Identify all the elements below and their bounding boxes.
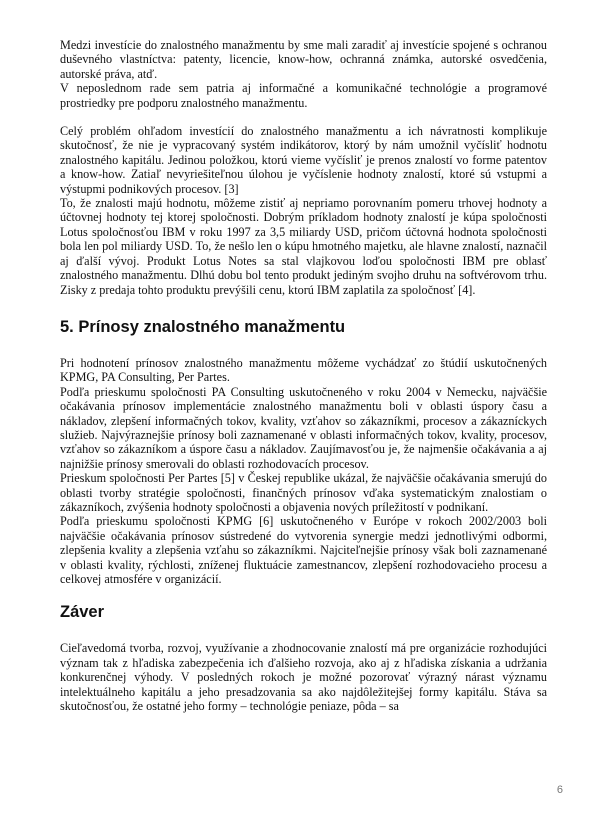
section-heading-conclusion: Záver — [60, 603, 105, 622]
page-number: 6 — [556, 784, 563, 796]
paragraph-conclusion: Cieľavedomá tvorba, rozvoj, využívanie a zhodnocovanie znalostí má pre organizácie rozhodujúci význam tak z hľadiska zabezpečenia ich ďalšieho rozvoja, ako aj z hľadiska získania a udržania konkurenčnej výhody. V posledných rokoch je možné pozorovať výrazný nárast významu intelektuálneho kapitálu a jeho presadzovania sa ako najdôležitejšej formy kapitálu. Stáva sa skutočnosťou, že ostatné jeho formy – technológie peniaze, pôda – sa — [60, 641, 547, 714]
section-heading-benefits: 5. Prínosy znalostného manažmentu — [60, 317, 346, 336]
paragraph-knowledge-value: To, že znalosti majú hodnotu, môžeme zistiť aj nepriamo porovnaním pomeru trhovej hodnoty a účtovnej hodnoty tej ktorej spoločnosti. Dobrým príkladom hodnoty znalostí je kúpa spoločnosti Lotus spoločnosťou IBM v roku 1997 za 3,5 miliardy USD, pričom účtovná hodnota spoločnosti bola len pol miliardy USD. To, že nešlo len o kúpu hmotného majetku, ale hlavne znalostí, naznačil aj ďalší vývoj. Produkt Lotus Notes sa stal vlajkovou loďou spoločnosti IBM pre oblasť znalostného manažmentu. Dlhú dobu bol tento produkt jediným svojho druhu na softvérovom trhu. Zisky z predaja tohto produktu prevýšili cenu, ktorú IBM zaplatila za spoločnosť [4]. — [60, 196, 547, 297]
paragraph-gap — [60, 110, 547, 124]
paragraph-pa-consulting: Podľa prieskumu spoločnosti PA Consulting uskutočneného v roku 2004 v Nemecku, najväčšie očakávania prínosov implementácie znalostného manažmentu boli v oblasti úspory času a nákladov, zlepšení informačných tokov, kvality, vzťahov so zákazníkmi, procesov a zákazníckych služieb. Najvýraznejšie prínosy boli zaznamenané v oblasti informačných tokov, kvality, procesov, vzťahov so zákazníkom a úspore času a nákladov. Zaujímavosťou je, že najmenšie očakávania a aj najnižšie prínosy smerovali do oblasti rozhodovacích procesov. — [60, 384, 547, 471]
paragraph-ip-investments: Medzi investície do znalostného manažmentu by sme mali zaradiť aj investície spojené s ochranou duševného vlastníctva: patenty, licencie, know-how, ochranná známka, autorské osvedčenia, autorské práva, atď. — [60, 38, 547, 81]
paragraph-per-partes: Prieskum spoločnosti Per Partes [5] v Českej republike ukázal, že najväčšie očakávania smerujú do oblasti tvorby stratégie spoločnosti, finančných prínosov vďaka systematickým znalostiam o zákazníkoch, zvýšenia hodnoty spoločnosti a objavenia nových príležitostí v podnikaní. — [60, 471, 547, 514]
paragraph-kpmg: Podľa prieskumu spoločnosti KPMG [6] uskutočneného v Európe v rokoch 2002/2003 boli najväčšie očakávania prínosov sústredené do vytvorenia synergie medzi jednotlivými odbormi, zlepšenia kvality a zlepšenia vzťahu so zákazníkmi. Najciteľnejšie prínosy však boli zaznamenané v oblasti kvality, rýchlosti, zníženej fluktuácie zamestnancov, zlepšení rozhodovacieho procesu a celkovej atmosfére v organizácií. — [60, 514, 547, 586]
page-content — [60, 38, 547, 713]
paragraph-studies: Pri hodnotení prínosov znalostného manažmentu môžeme vychádzať zo štúdií uskutočnených KPMG, PA Consulting, Per Partes. — [60, 355, 547, 385]
paragraph-ict: V neposlednom rade sem patria aj informačné a komunikačné technológie a programové prostriedky pre podporu znalostného manažmentu. — [60, 81, 547, 110]
paragraph-investment-problem: Celý problém ohľadom investícií do znalostného manažmentu a ich návratnosti komplikuje skutočnosť, že nie je vypracovaný systém indikátorov, ktorý by nám umožnil vyčísliť hodnotu znalostného kapitálu. Jedinou položkou, ktorú vieme vyčísliť je prenos znalostí vo forme patentov a know-how. Zatiaľ nevyriešiteľnou úlohou je vyčíslenie hodnoty znalostí, ktoré sú vstupmi a výstupmi podnikových procesov. [3] — [60, 124, 547, 196]
